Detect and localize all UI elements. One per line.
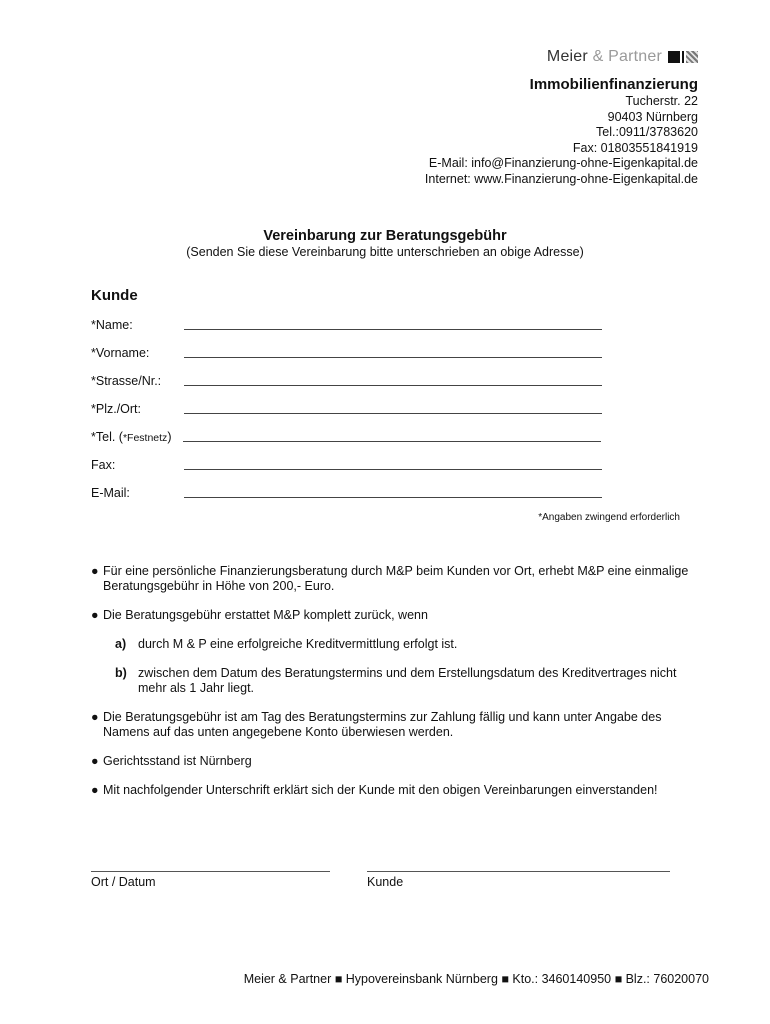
input-line-name[interactable] bbox=[184, 329, 602, 330]
label-tel-main: *Tel. ( bbox=[91, 430, 123, 444]
term-item bbox=[91, 564, 691, 594]
logo-text bbox=[547, 48, 662, 66]
label-tel bbox=[91, 430, 171, 444]
term-subitem-b bbox=[91, 666, 691, 696]
label-tel-close: ) bbox=[167, 430, 172, 444]
subitem-marker-a: a) bbox=[115, 637, 127, 651]
terms-list bbox=[91, 564, 691, 812]
address-city: 90403 Nürnberg bbox=[607, 109, 698, 124]
signature-label-customer: Kunde bbox=[367, 875, 404, 889]
term-item bbox=[91, 710, 691, 740]
signature-line-customer[interactable] bbox=[367, 871, 670, 872]
label-tel-festnetz: *Festnetz bbox=[122, 432, 168, 444]
input-line-vorname[interactable] bbox=[184, 357, 602, 358]
term-text: Die Beratungsgebühr ist am Tag des Beratungstermins zur Zahlung fällig und kann unter Angabe des Namens auf das unten angegebene Konto überwiesen werden. bbox=[103, 710, 662, 739]
customer-form bbox=[91, 312, 611, 508]
input-line-email[interactable] bbox=[184, 497, 602, 498]
address-street: Tucherstr. 22 bbox=[625, 94, 698, 108]
sender-address bbox=[425, 76, 698, 187]
input-line-tel[interactable] bbox=[183, 441, 601, 442]
form-row-tel bbox=[91, 424, 611, 452]
form-row-fax bbox=[91, 452, 611, 480]
form-row-vorname bbox=[91, 340, 611, 368]
bullet-icon: ● bbox=[91, 754, 99, 768]
company-logo bbox=[547, 48, 698, 66]
term-item bbox=[91, 783, 691, 798]
section-heading-kunde: Kunde bbox=[91, 287, 138, 304]
form-row-strasse bbox=[91, 368, 611, 396]
input-line-plz[interactable] bbox=[184, 413, 602, 414]
signature-label-place-date: Ort / Datum bbox=[91, 875, 156, 889]
term-item bbox=[91, 608, 691, 623]
company-name: Immobilienfinanzierung bbox=[529, 76, 698, 93]
form-row-email bbox=[91, 480, 611, 508]
logo-name: Meier bbox=[546, 48, 588, 65]
bullet-icon: ● bbox=[91, 783, 99, 797]
address-internet: Internet: www.Finanzierung-ohne-Eigenkapital.de bbox=[424, 171, 698, 186]
term-text: Mit nachfolgender Unterschrift erklärt sich der Kunde mit den obigen Vereinbarungen einverstanden! bbox=[103, 783, 658, 797]
label-name: *Name: bbox=[91, 318, 133, 332]
term-text: Gerichtsstand ist Nürnberg bbox=[103, 754, 252, 768]
label-vorname: *Vorname: bbox=[91, 346, 150, 360]
logo-amp: & bbox=[592, 48, 604, 65]
address-fax: Fax: 01803551841919 bbox=[572, 140, 698, 155]
label-strasse: *Strasse/Nr.: bbox=[91, 374, 162, 388]
bullet-icon: ● bbox=[91, 710, 99, 724]
logo-mark-icon bbox=[668, 51, 698, 63]
subitem-marker-b: b) bbox=[115, 666, 127, 680]
term-item bbox=[91, 754, 691, 769]
term-subitem-a bbox=[91, 637, 691, 652]
label-fax: Fax: bbox=[91, 458, 116, 472]
term-text: Für eine persönliche Finanzierungsberatung durch M&P beim Kunden vor Ort, erhebt M&P eine einmalige Beratungsgebühr in Höhe von 200,- Euro. bbox=[103, 564, 689, 593]
label-plz: *Plz./Ort: bbox=[91, 402, 142, 416]
required-note: *Angaben zwingend erforderlich bbox=[538, 512, 680, 523]
bullet-icon: ● bbox=[91, 608, 99, 622]
label-email: E-Mail: bbox=[91, 486, 130, 500]
input-line-strasse[interactable] bbox=[184, 385, 602, 386]
input-line-fax[interactable] bbox=[184, 469, 602, 470]
term-text: Die Beratungsgebühr erstattet M&P komplett zurück, wenn bbox=[103, 608, 428, 622]
document-title: Vereinbarung zur Beratungsgebühr bbox=[263, 228, 507, 244]
bullet-icon: ● bbox=[91, 564, 99, 578]
subitem-text-b: zwischen dem Datum des Beratungstermins und dem Erstellungsdatum des Kreditvertrages nicht mehr als 1 Jahr liegt. bbox=[138, 666, 677, 695]
logo-partner: Partner bbox=[608, 48, 662, 65]
subitem-text-a: durch M & P eine erfolgreiche Kreditvermittlung erfolgt ist. bbox=[138, 637, 458, 651]
document-subtitle: (Senden Sie diese Vereinbarung bitte unterschrieben an obige Adresse) bbox=[186, 245, 584, 259]
address-phone: Tel.:0911/3783620 bbox=[596, 125, 698, 139]
form-row-plz bbox=[91, 396, 611, 424]
footer-bank-details: Meier & Partner ■ Hypovereinsbank Nürnberg ■ Kto.: 3460140950 ■ Blz.: 76020070 bbox=[243, 972, 709, 986]
signature-line-place-date[interactable] bbox=[91, 871, 330, 872]
form-row-name bbox=[91, 312, 611, 340]
address-email: E-Mail: info@Finanzierung-ohne-Eigenkapital.de bbox=[428, 156, 698, 170]
